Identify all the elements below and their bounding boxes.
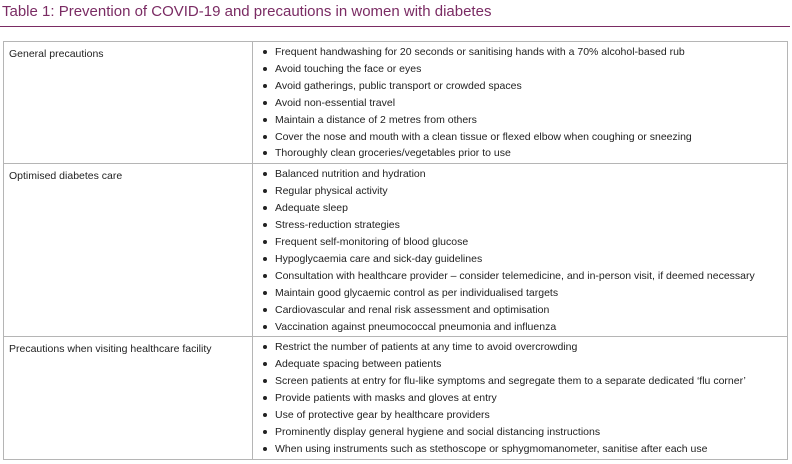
list-item: Avoid gatherings, public transport or crowded spaces [260,78,783,95]
list-item: Hypoglycaemia care and sick-day guidelines [260,251,783,268]
list-item: Regular physical activity [260,183,783,200]
category-cell: Optimised diabetes care [4,164,253,337]
table-row [4,164,788,337]
category-cell: Precautions when visiting healthcare facility [4,337,253,459]
table-row [4,42,788,164]
list-item: Consultation with healthcare provider – consider telemedicine, and in-person visit, if deemed necessary [260,268,783,285]
bullet-list [260,44,783,162]
list-item: Vaccination against pneumococcal pneumonia and influenza [260,319,783,336]
title-divider [0,26,790,27]
list-item: Frequent self-monitoring of blood glucose [260,234,783,251]
list-item: Frequent handwashing for 20 seconds or sanitising hands with a 70% alcohol-based rub [260,44,783,61]
list-item: Prominently display general hygiene and social distancing instructions [260,424,783,441]
table-row [4,337,788,459]
list-item: Restrict the number of patients at any time to avoid overcrowding [260,339,783,356]
table-title: Table 1: Prevention of COVID-19 and precautions in women with diabetes [2,3,492,20]
list-item: Avoid touching the face or eyes [260,61,783,78]
list-item: Adequate sleep [260,200,783,217]
list-item: Thoroughly clean groceries/vegetables prior to use [260,145,783,162]
list-item: Adequate spacing between patients [260,356,783,373]
category-cell: General precautions [4,42,253,164]
list-item: When using instruments such as stethoscope or sphygmomanometer, sanitise after each use [260,441,783,458]
list-item: Provide patients with masks and gloves at entry [260,390,783,407]
precautions-table [3,41,788,460]
list-item: Avoid non-essential travel [260,95,783,112]
list-item: Maintain good glycaemic control as per individualised targets [260,285,783,302]
items-cell [253,42,788,164]
items-cell [253,164,788,337]
bullet-list [260,339,783,457]
bullet-list [260,166,783,335]
list-item: Stress-reduction strategies [260,217,783,234]
items-cell [253,337,788,459]
list-item: Maintain a distance of 2 metres from others [260,112,783,129]
list-item: Use of protective gear by healthcare providers [260,407,783,424]
list-item: Screen patients at entry for flu-like symptoms and segregate them to a separate dedicated ‘flu corner’ [260,373,783,390]
list-item: Cover the nose and mouth with a clean tissue or flexed elbow when coughing or sneezing [260,129,783,146]
list-item: Cardiovascular and renal risk assessment and optimisation [260,302,783,319]
list-item: Balanced nutrition and hydration [260,166,783,183]
